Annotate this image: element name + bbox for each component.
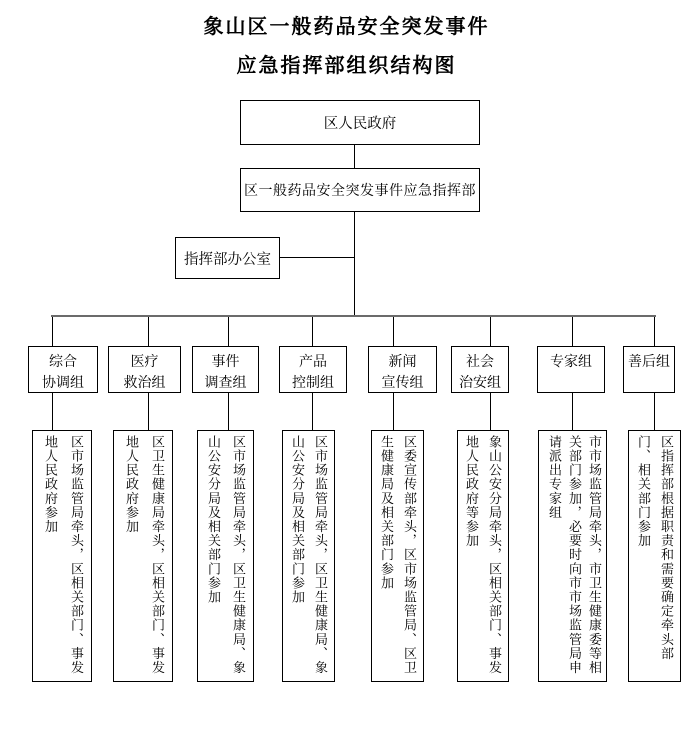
- group-name-line: 宣传组: [381, 376, 424, 391]
- detail-box-news-publicity: [371, 430, 424, 682]
- drop-bottom-5: [393, 392, 395, 430]
- drop-bottom-3: [228, 392, 230, 430]
- drop-bottom-4: [312, 392, 314, 430]
- drop-top-4: [312, 317, 314, 346]
- group-name-line: 调查组: [204, 376, 247, 391]
- node-emergency-headquarters: [240, 168, 480, 212]
- detail-column: 地人民政府参加: [43, 435, 58, 534]
- node-district-government-label: 区人民政府: [323, 116, 397, 132]
- detail-column: 门、相关部门参加: [636, 435, 651, 548]
- drop-bottom-1: [52, 392, 54, 430]
- drop-top-6: [490, 317, 492, 346]
- detail-column: 关部门参加，必要时向市市场监管局申: [567, 435, 582, 675]
- group-name-line: 事件: [211, 355, 240, 370]
- detail-box-expert-group: [538, 430, 607, 682]
- detail-column: 生健康局及相关部门参加: [379, 435, 394, 591]
- rail-line: [51, 315, 656, 317]
- chart-title-line-1: 象山区一般药品安全突发事件: [203, 16, 490, 38]
- drop-top-1: [52, 317, 54, 346]
- detail-box-medical-treatment: [113, 430, 173, 682]
- detail-column: 地人民政府等参加: [464, 435, 479, 548]
- group-box-expert-group: [537, 346, 605, 393]
- group-box-news-publicity: [368, 346, 437, 393]
- group-box-medical-treatment: [108, 346, 181, 393]
- node-headquarters-office-label: 指挥部办公室: [184, 251, 271, 268]
- detail-column: 区卫生健康局牵头，区相关部门、事发: [150, 435, 165, 675]
- detail-box-aftermath-group: [628, 430, 681, 682]
- drop-top-5: [393, 317, 395, 346]
- node-emergency-headquarters-label: 区一般药品安全突发事件应急指挥部: [244, 184, 476, 199]
- detail-column: 区指挥部根据职责和需要确定牵头部: [659, 435, 674, 661]
- group-box-incident-investigation: [192, 346, 259, 393]
- detail-column: 地人民政府参加: [124, 435, 139, 534]
- drop-bottom-7: [572, 392, 574, 430]
- detail-column: 区市场监管局牵头，区相关部门、事发: [69, 435, 84, 675]
- group-box-public-security: [451, 346, 509, 393]
- node-district-government: [240, 100, 480, 145]
- group-name-line: 救治组: [123, 376, 166, 391]
- group-box-product-control: [279, 346, 347, 393]
- group-box-aftermath-group: [623, 346, 675, 393]
- detail-box-comprehensive-coordination: [32, 430, 92, 682]
- group-name-line: 控制组: [292, 376, 334, 391]
- group-name-line: 善后组: [628, 355, 670, 370]
- group-name-line: 综合: [49, 355, 77, 370]
- connector-hq-to-rail: [354, 212, 356, 317]
- detail-column: 请派出专家组: [547, 435, 562, 520]
- connector-root-to-hq: [354, 145, 356, 168]
- drop-bottom-6: [490, 392, 492, 430]
- group-name-line: 协调组: [42, 376, 84, 391]
- group-name-line: 医疗: [130, 355, 159, 370]
- connector-office-to-trunk: [280, 257, 354, 259]
- detail-column: 区委宣传部牵头，区市场监管局、区卫: [402, 435, 417, 675]
- drop-top-3: [228, 317, 230, 346]
- detail-column: 区市场监管局牵头，区卫生健康局、象: [313, 435, 328, 675]
- drop-bottom-2: [148, 392, 150, 430]
- group-name-line: 治安组: [459, 376, 501, 391]
- group-name-line: 社会: [466, 355, 494, 370]
- group-name-line: 专家组: [550, 355, 592, 370]
- group-name-line: 产品: [299, 355, 327, 370]
- drop-top-8: [654, 317, 656, 346]
- node-headquarters-office: [175, 237, 280, 279]
- detail-column: 区市场监管局牵头，区卫生健康局、象: [231, 435, 246, 675]
- detail-column: 象山公安分局牵头，区相关部门、事发: [487, 435, 502, 675]
- detail-column: 山公安分局及相关部门参加: [206, 435, 221, 605]
- detail-column: 山公安分局及相关部门参加: [290, 435, 305, 605]
- group-name-line: 新闻: [388, 355, 417, 370]
- group-box-comprehensive-coordination: [28, 346, 98, 393]
- drop-top-7: [572, 317, 574, 346]
- chart-title-line-2: 应急指挥部组织结构图: [236, 55, 457, 77]
- detail-box-incident-investigation: [197, 430, 254, 682]
- drop-bottom-8: [654, 392, 656, 430]
- detail-box-product-control: [282, 430, 335, 682]
- drop-top-2: [148, 317, 150, 346]
- detail-box-public-security: [457, 430, 509, 682]
- detail-column: 市市场监管局牵头，市卫生健康委等相: [587, 435, 602, 675]
